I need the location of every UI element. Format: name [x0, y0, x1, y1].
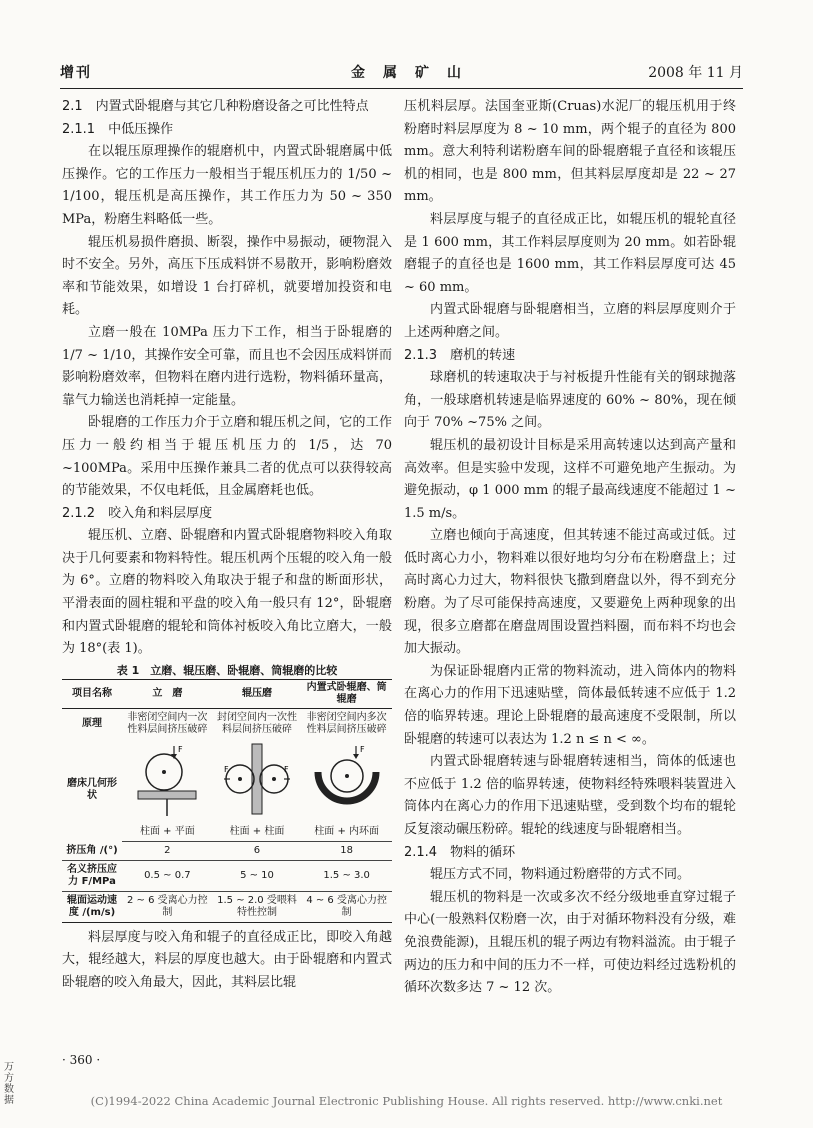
section-heading-2-1-4: 2.1.4 物料的循环: [404, 844, 516, 860]
table-cell: 2: [122, 841, 213, 860]
table-cell: 5 ~ 10: [213, 860, 302, 891]
copyright-footer: (C)1994-2022 China Academic Journal Electronic Publishing House. All rights reserved. http://www.cnki.net: [90, 1094, 723, 1108]
paragraph: 在以辊压原理操作的辊磨机中，内置式卧辊磨属中低压操作。它的工作压力一般相当于辊压机压力的 1/50 ~ 1/100，辊压机是高压操作，其工作压力为 50 ~ 350 MPa，粉磨生料略低一些。: [62, 144, 392, 227]
force-label: F: [223, 764, 229, 774]
paragraph: 辊压机易损件磨损、断裂，操作中易振动，硬物混入时不安全。另外，高压下压成料饼不易散开，影响粉磨效率和节能效果，如增设 1 台打碎机，就要增加投资和电耗。: [62, 234, 392, 318]
margin-watermark: 万方数据: [4, 1062, 14, 1106]
force-label: F: [283, 764, 289, 774]
row-label: 辊面运动速度 /(m/s): [67, 894, 117, 918]
row-label: 磨床几何形状: [67, 778, 117, 802]
table-header: 内置式卧辊磨、筒辊磨: [301, 679, 392, 708]
section-heading-2-1-1: 2.1.1 中低压操作: [62, 121, 174, 137]
table-cell: 柱面 + 平面: [122, 823, 213, 842]
paragraph: 辊压机的物料是一次或多次不经分级地垂直穿过辊子中心(一般熟料仅粉磨一次，由于对循环物料没有分级，难免浪费能源)，且辊压机的辊子两边有物料溢流。由于辊子两边的压力和中间的压力不一样，可使边料经过选粉机的循环次数多达 7 ~ 12 次。: [404, 889, 736, 996]
geometry-figure-roller-press: [213, 739, 302, 823]
paragraph: 辊压机、立磨、卧辊磨和内置式卧辊磨物料咬入角取决于几何要素和物料特性。辊压机两个压辊的咬入角一般为 6°。立磨的物料咬入角取决于辊子和盘的断面形状，平滑表面的圆柱辊和平盘的咬入角一般只有 12°，卧辊磨和内置式卧辊磨的辊轮和筒体衬板咬入角比立磨大，一般为 18°(表 1)。: [62, 528, 392, 657]
table-header: 项目名称: [62, 679, 122, 708]
table-cell: 18: [301, 841, 392, 860]
header-issue: 增刊: [60, 65, 92, 81]
table-header: 立 磨: [122, 679, 213, 708]
force-label: F: [359, 744, 365, 754]
paragraph: 球磨机的转速取决于与衬板提升性能有关的钢球抛落角，一般球磨机转速是临界速度的 60% ~ 80%，现在倾向于 70% ~75% 之间。: [404, 370, 736, 431]
paragraph: 料层厚度与辊子的直径成正比，如辊压机的辊轮直径是 1 600 mm，其工作料层厚度则为 20 mm。如若卧辊磨辊子的直径也是 1600 mm，其工作料层厚度可达 45 ~ 60 mm。: [404, 211, 736, 295]
force-label: F: [178, 744, 183, 754]
section-heading-2-1-2: 2.1.2 咬入角和料层厚度: [62, 505, 213, 521]
row-label: 名义挤压应力 F/MPa: [62, 860, 122, 891]
page-number: · 360 ·: [62, 1053, 101, 1067]
row-label: 原理: [82, 717, 102, 729]
geometry-figure-horizontal-roller-mill: [301, 739, 392, 823]
header-journal: 金属矿山: [351, 65, 479, 81]
paragraph: 立磨也倾向于高速度，但其转速不能过高或过低。过低时离心力小，物料难以很好地均匀分布在粉磨盘上；过高时离心力过大，物料很快飞撒到磨盘以外，得不到充分粉磨。为了尽可能保持高速度，又要避免上两种现象的出现，很多立磨都在磨盘周围设置挡料圈，而布料不均也会加大振动。: [404, 528, 736, 657]
table-cell: 柱面 + 柱面: [213, 823, 302, 842]
paragraph: 立磨一般在 10MPa 压力下工作，相当于卧辊磨的 1/7 ~ 1/10，其操作安全可靠，而且也不会因压成料饼而影响粉磨效率，但物料在磨内进行选粉，物料循环量高，靠气力输送也消耗掉一定能量。: [62, 324, 392, 408]
table-cell: 封闭空间内一次性料层间挤压破碎: [216, 711, 297, 735]
table-cell: 柱面 + 内环面: [301, 823, 392, 842]
paragraph: 内置式卧辊磨转速与卧辊磨转速相当，筒体的低速也不应低于 1.2 倍的临界转速，使物料经特殊喂料装置进入筒体内在离心力的作用下迅速贴壁，受到数个均布的辊轮反复滚动碾压粉碎。辊轮的线速度与卧辊磨相当。: [404, 754, 736, 837]
paragraph: 辊压方式不同，物料通过粉磨带的方式不同。: [430, 867, 691, 883]
comparison-table: [62, 679, 392, 923]
table-cell: 0.5 ~ 0.7: [122, 860, 213, 891]
header-rule: [60, 88, 743, 89]
table-header: 辊压磨: [213, 679, 302, 708]
table-cell: 1.5 ~ 2.0 受喂料特性控制: [217, 894, 297, 918]
right-column: [404, 96, 736, 1000]
paragraph: 辊压机的最初设计目标是采用高转速以达到高产量和高效率。但是实验中发现，这样不可避免地产生振动。为避免振动，φ 1 000 mm 的辊子最高线速度不能超过 1 ~ 1.5 m/s。: [404, 437, 736, 521]
table-cell: 非密闭空间内一次性料层间挤压破碎: [127, 711, 208, 735]
running-header: [60, 62, 743, 84]
table-caption: 表 1 立磨、辊压磨、卧辊磨、筒辊磨的比较: [116, 663, 338, 677]
section-heading-2-1-3: 2.1.3 磨机的转速: [404, 347, 516, 363]
table-cell: 非密闭空间内多次性料层间挤压破碎: [306, 711, 387, 735]
header-date: 2008 年 11 月: [648, 65, 743, 81]
table-cell: 1.5 ~ 3.0: [301, 860, 392, 891]
paragraph: 料层厚度与咬入角和辊子的直径成正比，即咬入角越大，辊经越大，料层的厚度也越大。由于卧辊磨和内置式卧辊磨的咬入角最大，因此，其料层比辊: [62, 929, 392, 991]
comparison-table-block: [62, 663, 392, 923]
paragraph: 内置式卧辊磨与卧辊磨相当，立磨的料层厚度则介于上述两种磨之间。: [404, 302, 736, 340]
row-label: 挤压角 /(°): [62, 841, 122, 860]
section-heading-2-1: 2.1 内置式卧辊磨与其它几种粉磨设备之可比性特点: [62, 99, 369, 114]
table-cell: 4 ~ 6 受离心力控制: [306, 894, 387, 918]
paragraph: 卧辊磨的工作压力介于立磨和辊压机之间，它的工作压力一般约相当于辊压机压力的 1/5，达 70 ~100MPa。采用中压操作兼具二者的优点可以获得较高的节能效果，不仅电耗低，且金属磨耗也低。: [62, 415, 392, 499]
geometry-figure-vertical-mill: [122, 739, 213, 823]
paragraph: 压机料层厚。法国奎亚斯(Cruas)水泥厂的辊压机用于终粉磨时料层厚度为 8 ~ 10 mm，两个辊子的直径为 800 mm。意大利特利诺粉磨车间的卧辊磨辊子直径和该辊压机的相同，也是 800 mm，但其料层厚度却是 22 ~ 27 mm。: [404, 99, 736, 205]
table-cell: 2 ~ 6 受离心力控制: [127, 894, 208, 918]
left-column: [62, 96, 392, 995]
table-cell: 6: [213, 841, 302, 860]
paragraph: 为保证卧辊磨内正常的物料流动，进入筒体内的物料在离心力的作用下迅速贴壁，筒体最低转速不应低于 1.2 倍的临界转速。理论上卧辊磨的最高速度不受限制，所以卧辊磨的转速可以表达为 1.2 n ≤ n < ∞。: [404, 663, 736, 747]
